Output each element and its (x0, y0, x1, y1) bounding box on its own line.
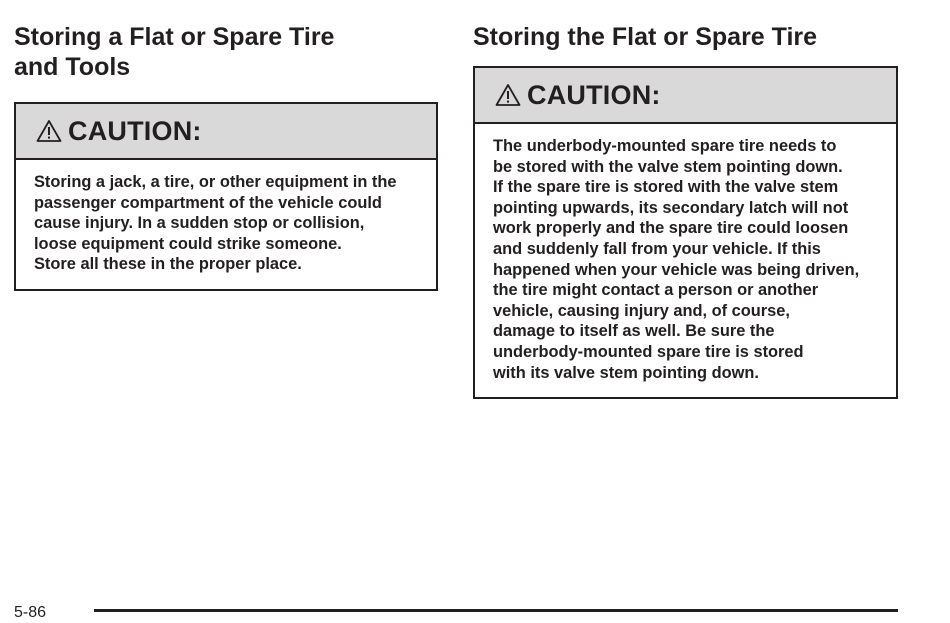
caution-line: the tire might contact a person or another (493, 281, 819, 300)
caution-body-right (475, 124, 896, 397)
page-number: 5-86 (14, 604, 47, 621)
caution-line: be stored with the valve stem pointing down. (493, 157, 843, 176)
caution-line: and suddenly fall from your vehicle. If this (493, 239, 821, 258)
caution-box-right (473, 66, 898, 399)
caution-line: If the spare tire is stored with the valve stem (493, 178, 839, 197)
caution-line: loose equipment could strike someone. (34, 234, 342, 253)
caution-label: CAUTION: (527, 79, 661, 110)
caution-line: cause injury. In a sudden stop or collision, (34, 214, 365, 233)
warning-triangle-icon (495, 83, 521, 107)
caution-line: damage to itself as well. Be sure the (493, 322, 775, 341)
caution-line: work properly and the spare tire could loosen (493, 219, 849, 238)
left-column (14, 22, 438, 291)
caution-line: Storing a jack, a tire, or other equipment in the (34, 173, 397, 191)
footer-divider (94, 609, 898, 612)
right-column (473, 22, 898, 399)
caution-box-left (14, 102, 438, 291)
section-heading-flat-tire-and-tools: Storing a Flat or Spare Tire and Tools (14, 23, 335, 81)
caution-line: The underbody-mounted spare tire needs to (493, 137, 837, 155)
caution-line: happened when your vehicle was being driven, (493, 260, 860, 279)
caution-line: vehicle, causing injury and, of course, (493, 301, 790, 320)
section-heading-flat-or-spare-tire: Storing the Flat or Spare Tire (473, 23, 818, 51)
caution-label: CAUTION: (68, 115, 202, 146)
caution-line: passenger compartment of the vehicle could (34, 193, 382, 212)
caution-header-right (475, 68, 896, 124)
caution-line: Store all these in the proper place. (34, 255, 302, 274)
caution-line: pointing upwards, its secondary latch will not (493, 198, 849, 217)
warning-triangle-icon (36, 119, 62, 143)
caution-body-left (16, 160, 436, 289)
caution-line: with its valve stem pointing down. (493, 363, 759, 382)
caution-header-left (16, 104, 436, 160)
caution-line: underbody-mounted spare tire is stored (493, 342, 804, 361)
